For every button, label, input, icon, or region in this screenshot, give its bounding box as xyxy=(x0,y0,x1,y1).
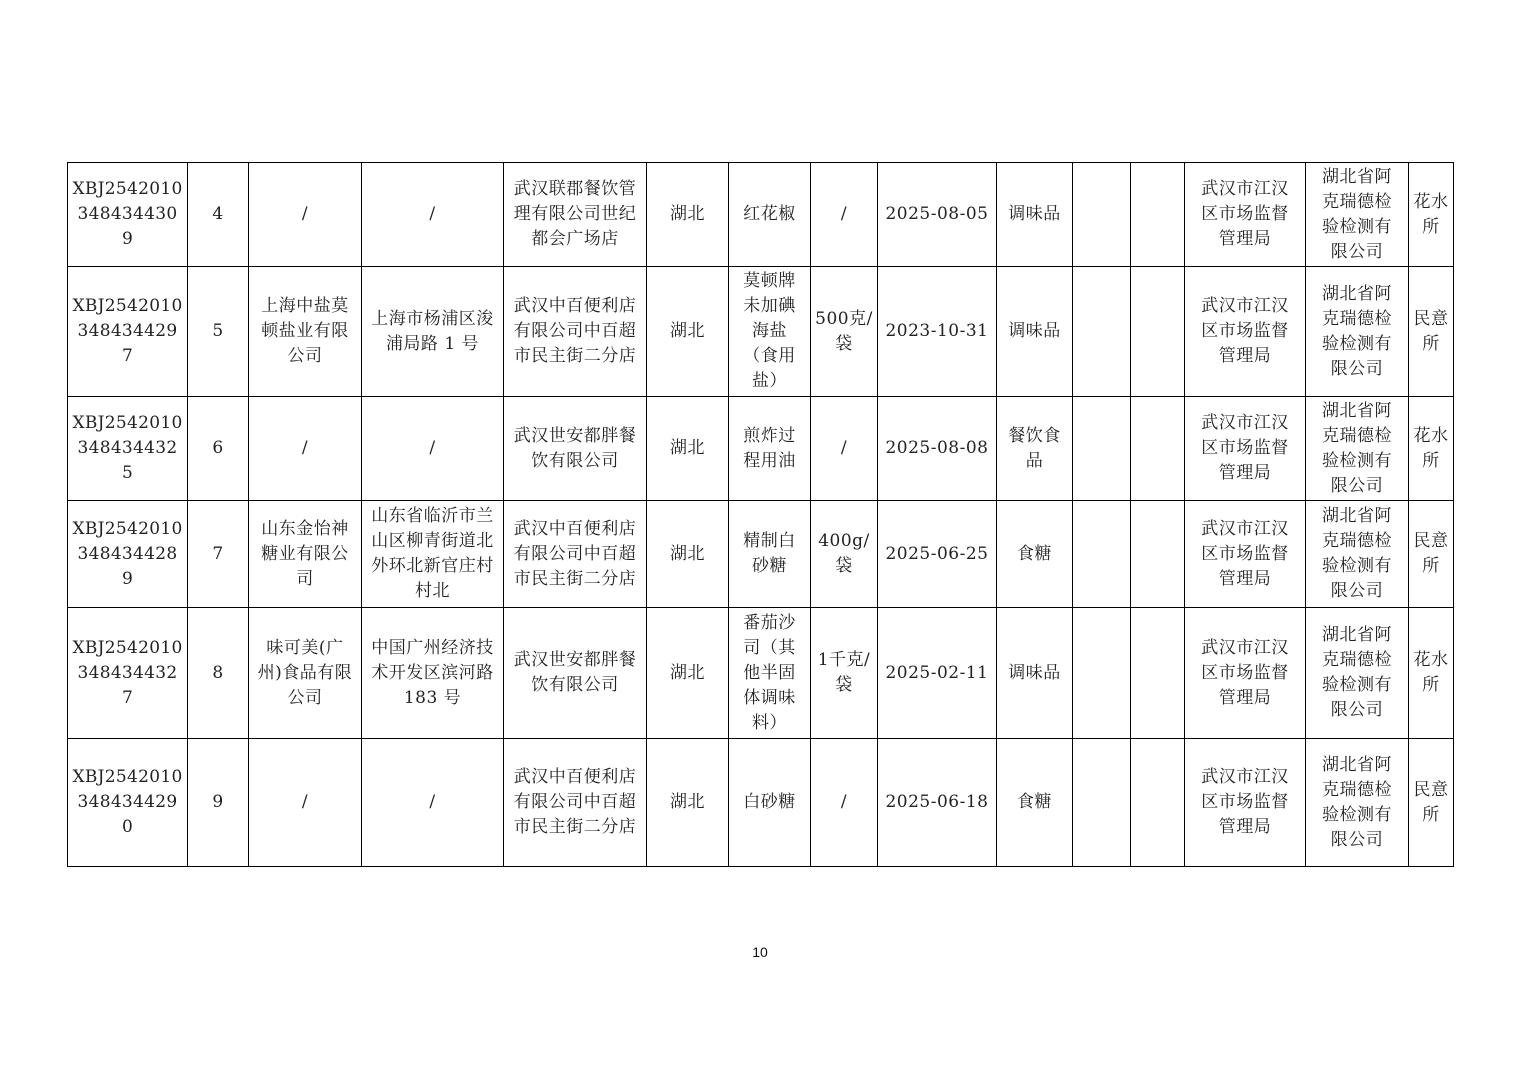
testing-lab-cell: 湖北省阿克瑞德检验检测有限公司 xyxy=(1306,608,1409,739)
page-number: 10 xyxy=(752,944,768,960)
authority-cell: 武汉市江汉区市场监督管理局 xyxy=(1185,739,1306,867)
authority-cell: 武汉市江汉区市场监督管理局 xyxy=(1185,397,1306,501)
producer-address-cell: / xyxy=(362,163,504,267)
sample-code-cell: XBJ25420103484344309 xyxy=(68,163,188,267)
sample-code-cell: XBJ25420103484344325 xyxy=(68,397,188,501)
producer-cell: / xyxy=(249,739,362,867)
authority-cell: 武汉市江汉区市场监督管理局 xyxy=(1185,267,1306,397)
office-cell: 花水所 xyxy=(1409,163,1454,267)
table-row xyxy=(68,501,1454,608)
production-date-cell: 2025-08-05 xyxy=(878,163,997,267)
sampled-unit-cell: 武汉中百便利店有限公司中百超市民主街二分店 xyxy=(504,267,647,397)
index-cell: 4 xyxy=(188,163,249,267)
food-category-cell: 调味品 xyxy=(997,608,1073,739)
food-category-cell: 餐饮食品 xyxy=(997,397,1073,501)
office-cell: 民意所 xyxy=(1409,739,1454,867)
sample-code-cell: XBJ25420103484344327 xyxy=(68,608,188,739)
sampled-unit-cell: 武汉世安都胖餐饮有限公司 xyxy=(504,608,647,739)
producer-cell: 山东金怡神糖业有限公司 xyxy=(249,501,362,608)
empty-cell xyxy=(1131,501,1185,608)
food-category-cell: 调味品 xyxy=(997,163,1073,267)
producer-cell: / xyxy=(249,397,362,501)
production-date-cell: 2025-08-08 xyxy=(878,397,997,501)
production-date-cell: 2025-02-11 xyxy=(878,608,997,739)
table-row xyxy=(68,267,1454,397)
food-category-cell: 食糖 xyxy=(997,739,1073,867)
empty-cell xyxy=(1131,267,1185,397)
product-name-cell: 精制白砂糖 xyxy=(729,501,811,608)
producer-cell: 味可美(广州)食品有限公司 xyxy=(249,608,362,739)
production-date-cell: 2025-06-18 xyxy=(878,739,997,867)
empty-cell xyxy=(1131,608,1185,739)
specification-cell: 1千克/袋 xyxy=(811,608,878,739)
production-date-cell: 2025-06-25 xyxy=(878,501,997,608)
sample-code-cell: XBJ25420103484344289 xyxy=(68,501,188,608)
province-cell: 湖北 xyxy=(647,163,729,267)
authority-cell: 武汉市江汉区市场监督管理局 xyxy=(1185,163,1306,267)
specification-cell: / xyxy=(811,163,878,267)
food-category-cell: 调味品 xyxy=(997,267,1073,397)
food-category-cell: 食糖 xyxy=(997,501,1073,608)
index-cell: 8 xyxy=(188,608,249,739)
table-row xyxy=(68,397,1454,501)
sampled-unit-cell: 武汉中百便利店有限公司中百超市民主街二分店 xyxy=(504,501,647,608)
specification-cell: 500克/袋 xyxy=(811,267,878,397)
office-cell: 花水所 xyxy=(1409,397,1454,501)
sample-code-cell: XBJ25420103484344297 xyxy=(68,267,188,397)
empty-cell xyxy=(1073,739,1131,867)
sampling-results-table-container xyxy=(67,162,1453,867)
sampled-unit-cell: 武汉世安都胖餐饮有限公司 xyxy=(504,397,647,501)
province-cell: 湖北 xyxy=(647,739,729,867)
specification-cell: / xyxy=(811,397,878,501)
production-date-cell: 2023-10-31 xyxy=(878,267,997,397)
product-name-cell: 煎炸过程用油 xyxy=(729,397,811,501)
specification-cell: / xyxy=(811,739,878,867)
product-name-cell: 白砂糖 xyxy=(729,739,811,867)
producer-address-cell: 山东省临沂市兰山区柳青街道北外环北新官庄村村北 xyxy=(362,501,504,608)
testing-lab-cell: 湖北省阿克瑞德检验检测有限公司 xyxy=(1306,267,1409,397)
empty-cell xyxy=(1073,397,1131,501)
sampling-results-table xyxy=(67,162,1454,867)
testing-lab-cell: 湖北省阿克瑞德检验检测有限公司 xyxy=(1306,739,1409,867)
table-row xyxy=(68,163,1454,267)
producer-address-cell: 中国广州经济技术开发区滨河路 183 号 xyxy=(362,608,504,739)
product-name-cell: 莫顿牌未加碘海盐（食用盐） xyxy=(729,267,811,397)
product-name-cell: 番茄沙司（其他半固体调味料） xyxy=(729,608,811,739)
office-cell: 花水所 xyxy=(1409,608,1454,739)
sample-code-cell: XBJ25420103484344290 xyxy=(68,739,188,867)
product-name-cell: 红花椒 xyxy=(729,163,811,267)
empty-cell xyxy=(1073,501,1131,608)
testing-lab-cell: 湖北省阿克瑞德检验检测有限公司 xyxy=(1306,397,1409,501)
producer-address-cell: / xyxy=(362,397,504,501)
empty-cell xyxy=(1073,608,1131,739)
producer-address-cell: / xyxy=(362,739,504,867)
province-cell: 湖北 xyxy=(647,608,729,739)
empty-cell xyxy=(1131,739,1185,867)
producer-address-cell: 上海市杨浦区浚浦局路 1 号 xyxy=(362,267,504,397)
index-cell: 6 xyxy=(188,397,249,501)
empty-cell xyxy=(1073,163,1131,267)
testing-lab-cell: 湖北省阿克瑞德检验检测有限公司 xyxy=(1306,501,1409,608)
sampled-unit-cell: 武汉中百便利店有限公司中百超市民主街二分店 xyxy=(504,739,647,867)
specification-cell: 400g/袋 xyxy=(811,501,878,608)
index-cell: 9 xyxy=(188,739,249,867)
office-cell: 民意所 xyxy=(1409,501,1454,608)
empty-cell xyxy=(1131,397,1185,501)
empty-cell xyxy=(1131,163,1185,267)
table-row xyxy=(68,608,1454,739)
empty-cell xyxy=(1073,267,1131,397)
province-cell: 湖北 xyxy=(647,267,729,397)
sampled-unit-cell: 武汉联郡餐饮管理有限公司世纪都会广场店 xyxy=(504,163,647,267)
producer-cell: 上海中盐莫顿盐业有限公司 xyxy=(249,267,362,397)
table-row xyxy=(68,739,1454,867)
testing-lab-cell: 湖北省阿克瑞德检验检测有限公司 xyxy=(1306,163,1409,267)
producer-cell: / xyxy=(249,163,362,267)
index-cell: 5 xyxy=(188,267,249,397)
office-cell: 民意所 xyxy=(1409,267,1454,397)
province-cell: 湖北 xyxy=(647,397,729,501)
authority-cell: 武汉市江汉区市场监督管理局 xyxy=(1185,501,1306,608)
index-cell: 7 xyxy=(188,501,249,608)
province-cell: 湖北 xyxy=(647,501,729,608)
authority-cell: 武汉市江汉区市场监督管理局 xyxy=(1185,608,1306,739)
